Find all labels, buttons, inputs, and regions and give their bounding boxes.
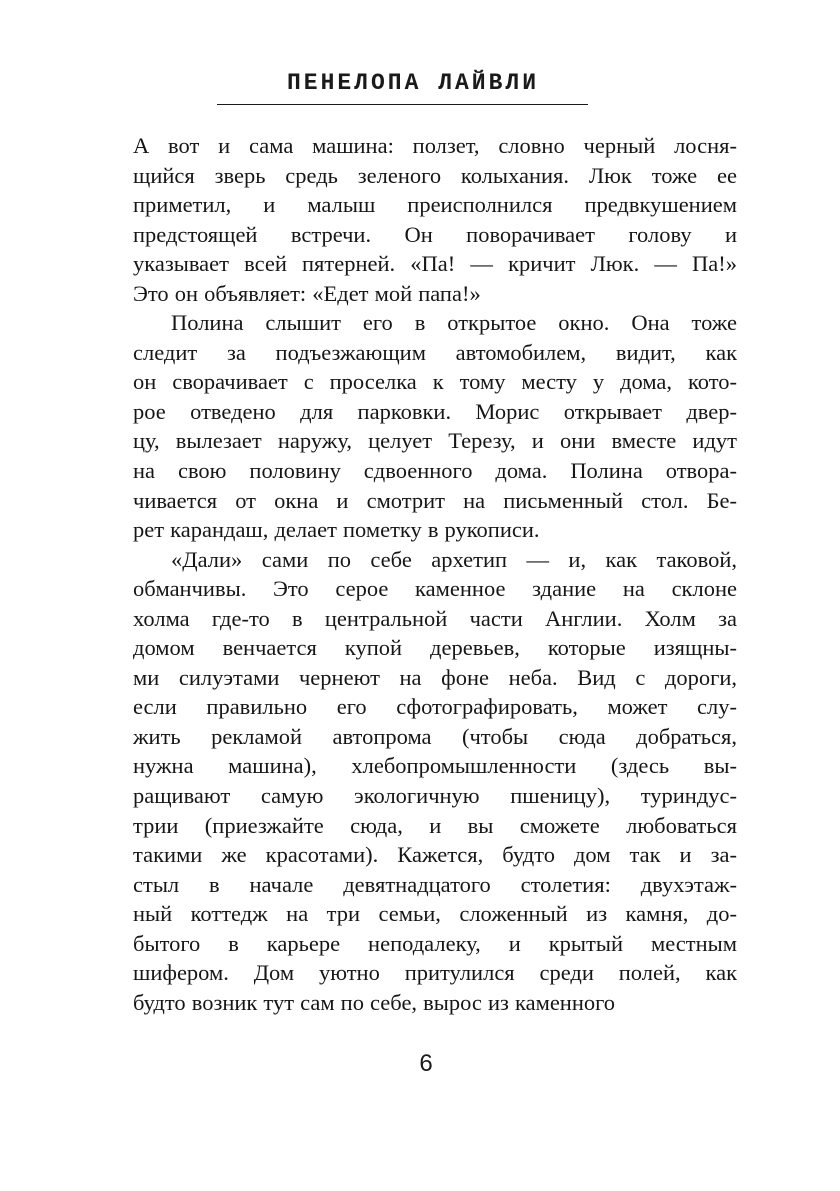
paragraph [133,308,737,544]
text-line: Полина слышит его в открытое окно. Она тоже [171,310,737,336]
text-line: указывает всей пятерней. «Па! — кричит Люк. — Па!» [133,251,737,277]
text-line: холма где-то в центральной части Англии. Холм за [133,605,737,631]
text-line: на свою половину сдвоенного дома. Полина отвора- [133,458,737,484]
text-line: обманчивы. Это серое каменное здание на склоне [133,576,737,602]
text-line: будто возник тут сам по себе, вырос из каменного [133,989,616,1015]
paragraph [133,131,737,308]
text-line: следит за подъезжающим автомобилем, видит, как [133,339,737,365]
header-rule [217,104,588,105]
text-line: приметил, и малыш преисполнился предвкушением [133,192,737,218]
text-line: ращивают самую экологичную пшеницу), туриндус- [133,783,737,809]
text-line: рое отведено для парковки. Морис открывает двер- [133,398,737,424]
text-line: рет карандаш, делает пометку в рукописи. [133,517,540,543]
text-line: чивается от окна и смотрит на письменный стол. Бе- [133,487,737,513]
text-line: если правильно его сфотографировать, может слу- [133,694,737,720]
text-line: А вот и сама машина: ползет, словно черный лосня- [133,133,737,158]
text-line: нужна машина), хлебопромышленности (здесь вы- [133,753,737,779]
text-line: ми силуэтами чернеют на фоне неба. Вид с дороги, [133,664,737,690]
body-text [133,131,737,1017]
text-line: цу, вылезает наружу, целует Терезу, и они вместе идут [133,428,737,454]
text-line: он сворачивает с проселка к тому месту у дома, кото- [133,369,737,395]
text-line: Это он объявляет: «Едет мой папа!» [133,280,481,306]
text-line: «Дали» сами по себе архетип — и, как таковой, [171,546,737,572]
text-line: жить рекламой автопрома (чтобы сюда добраться, [133,723,737,749]
text-line: бытого в карьере неподалеку, и крытый местным [133,930,737,956]
page-number: 6 [419,1050,433,1077]
paragraph [133,545,737,1018]
running-header-author: ПЕНЕЛОПА ЛАЙВЛИ [286,70,540,96]
text-line: такими же красотами). Кажется, будто дом так и за- [133,842,737,868]
text-line: шифером. Дом уютно притулился среди полей, как [133,960,737,986]
text-line: предстоящей встречи. Он поворачивает голову и [133,221,737,247]
text-line: стыл в начале девятнадцатого столетия: двухэтаж- [133,871,737,897]
text-line: трии (приезжайте сюда, и вы сможете любоваться [133,812,737,838]
text-line: ный коттедж на три семьи, сложенный из камня, до- [133,901,737,927]
text-line: щийся зверь средь зеленого колыхания. Люк тоже ее [133,162,737,188]
text-line: домом венчается купой деревьев, которые изящны- [133,635,737,661]
